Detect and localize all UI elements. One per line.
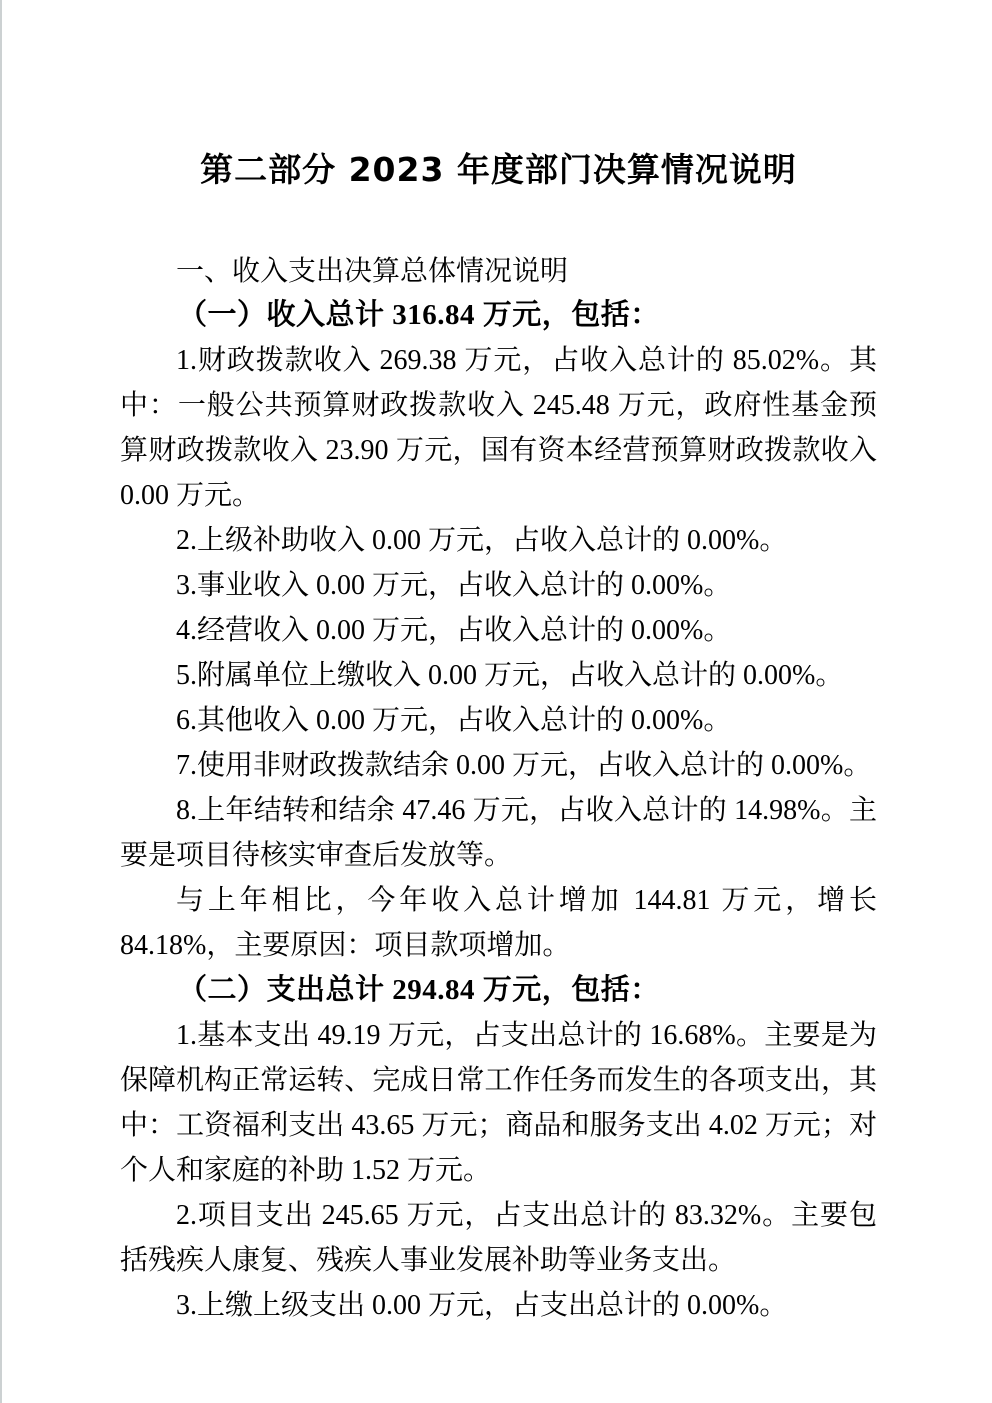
paragraph-year-over-year-comparison: 与上年相比，今年收入总计增加 144.81 万元，增长 84.18%，主要原因：项目款项增加。 xyxy=(120,885,877,961)
paragraph-affiliated-unit-income: 5.附属单位上缴收入 0.00 万元，占收入总计的 0.00%。 xyxy=(176,660,844,691)
paragraph-project-expenditure: 2.项目支出 245.65 万元，占支出总计的 83.32%。主要包括残疾人康复、残疾人事业发展补助等业务支出。 xyxy=(120,1200,877,1276)
subsection-heading-total-income: （一）收入总计 316.84 万元，包括： xyxy=(178,299,660,331)
paragraph-basic-expenditure: 1.基本支出 49.19 万元，占支出总计的 16.68%。主要是为保障机构正常运转、完成日常工作任务而发生的各项支出，其中：工资福利支出 43.65 万元；商品和服务支出 4.02 万元；对个人和家庭的补助 1.52 万元。 xyxy=(120,1020,877,1186)
paragraph-non-fiscal-balance: 7.使用非财政拨款结余 0.00 万元，占收入总计的 0.00%。 xyxy=(176,750,872,781)
paragraph-prior-year-carryover: 8.上年结转和结余 47.46 万元，占收入总计的 14.98%。主要是项目待核实审查后发放等。 xyxy=(120,795,877,871)
page-edge-line xyxy=(0,0,2,1403)
subsection-heading-total-expenditure: （二）支出总计 294.84 万元，包括： xyxy=(178,974,660,1006)
document-body xyxy=(120,150,877,1328)
paragraph-fiscal-appropriation-income: 1.财政拨款收入 269.38 万元，占收入总计的 85.02%。其中：一般公共预算财政拨款收入 245.48 万元，政府性基金预算财政拨款收入 23.90 万元，国有资本经营预算财政拨款收入 0.00 万元。 xyxy=(120,345,877,511)
paragraph-payment-to-superior: 3.上缴上级支出 0.00 万元，占支出总计的 0.00%。 xyxy=(176,1290,788,1321)
paragraph-other-income: 6.其他收入 0.00 万元，占收入总计的 0.00%。 xyxy=(176,705,732,736)
paragraph-business-income: 4.经营收入 0.00 万元，占收入总计的 0.00%。 xyxy=(176,615,732,646)
document-title: 第二部分 2023 年度部门决算情况说明 xyxy=(200,150,797,189)
paragraph-superior-subsidy-income: 2.上级补助收入 0.00 万元，占收入总计的 0.00%。 xyxy=(176,525,788,556)
paragraph-operational-income: 3.事业收入 0.00 万元，占收入总计的 0.00%。 xyxy=(176,570,732,601)
section-heading-income-expense-overview: 一、收入支出决算总体情况说明 xyxy=(176,254,569,287)
